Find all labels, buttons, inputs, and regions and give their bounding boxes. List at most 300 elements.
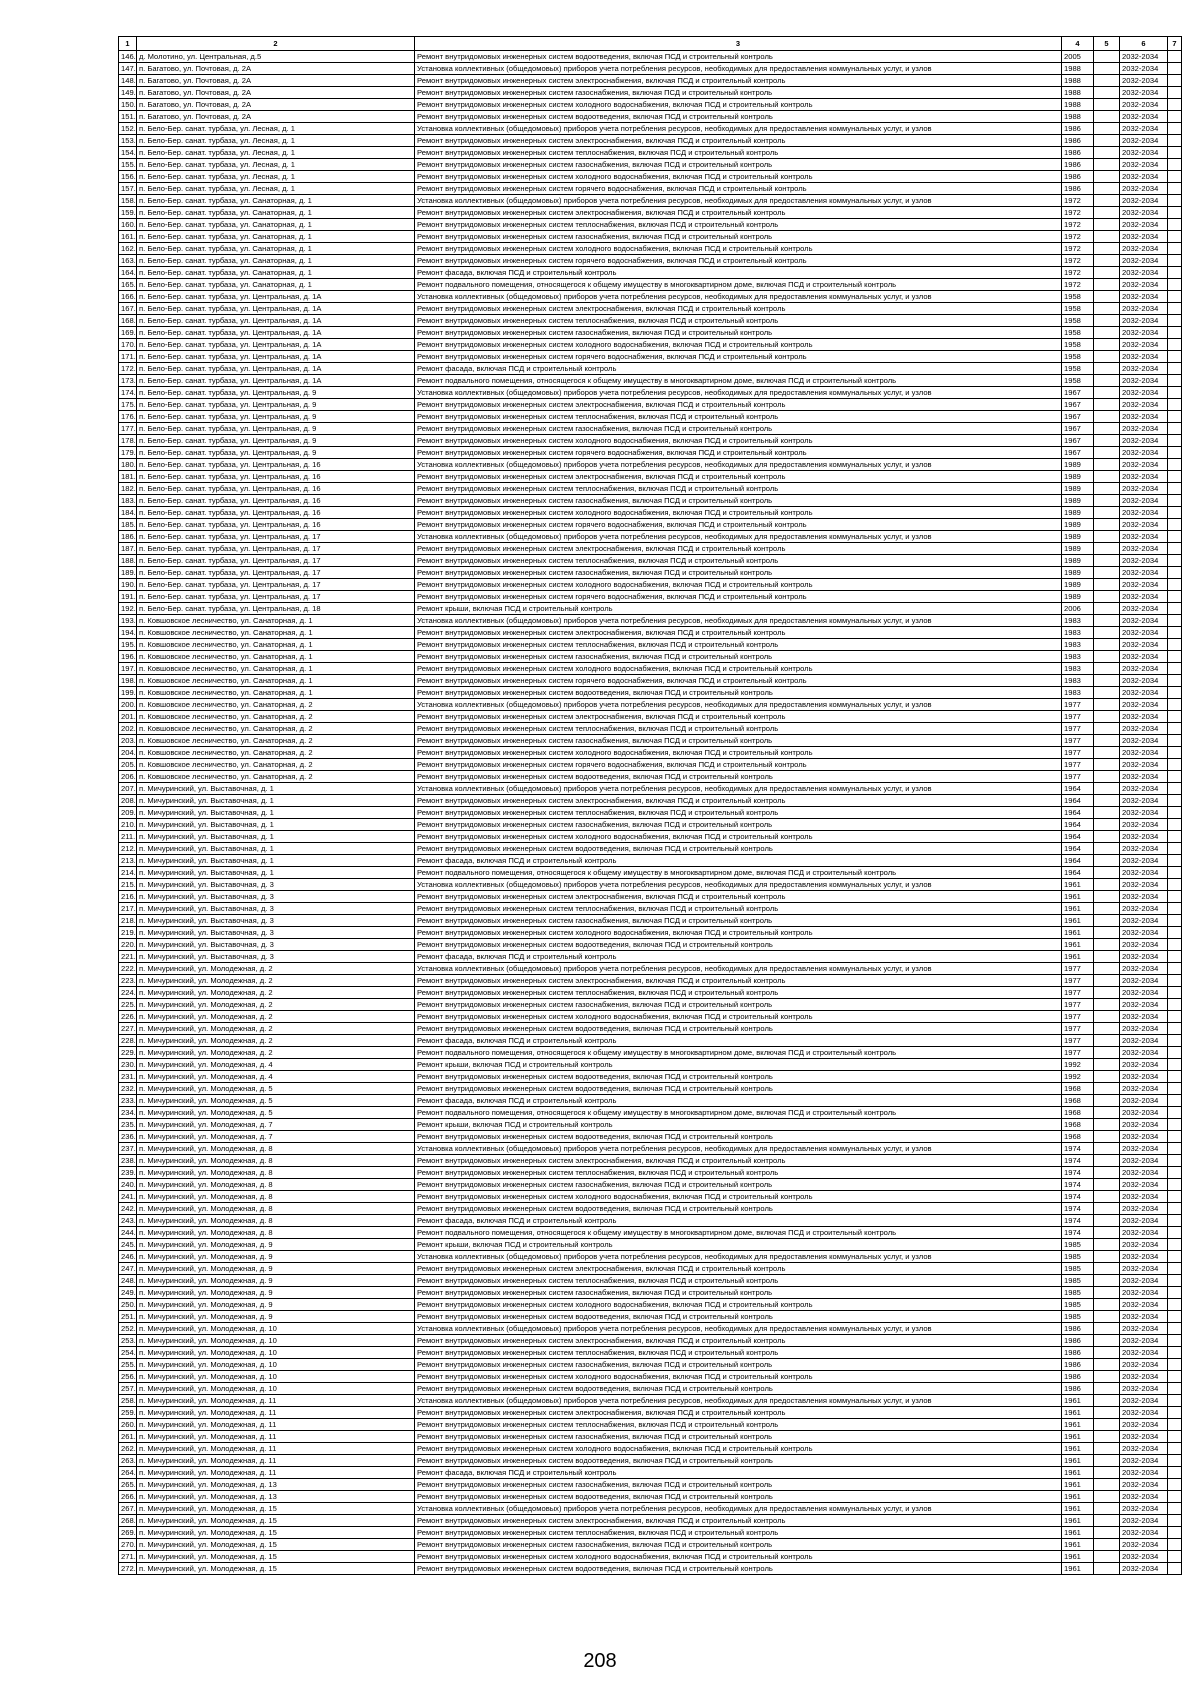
row-year: 1986 — [1062, 1335, 1094, 1347]
table-row — [119, 783, 1182, 795]
row-col5 — [1094, 1215, 1120, 1227]
row-number: 246. — [119, 1251, 137, 1263]
row-year: 1977 — [1062, 747, 1094, 759]
table-row — [119, 1299, 1182, 1311]
row-address: п. Бело-Бер. санат. турбаза, ул. Центральная, д. 16 — [137, 459, 415, 471]
row-number: 191. — [119, 591, 137, 603]
row-year: 1958 — [1062, 363, 1094, 375]
row-col7 — [1168, 591, 1182, 603]
row-period: 2032-2034 — [1120, 327, 1168, 339]
row-period: 2032-2034 — [1120, 567, 1168, 579]
row-col7 — [1168, 831, 1182, 843]
row-address: п. Мичуринский, ул. Молодежная, д. 13 — [137, 1491, 415, 1503]
row-col5 — [1094, 267, 1120, 279]
row-address: п. Бело-Бер. санат. турбаза, ул. Центральная, д. 1А — [137, 339, 415, 351]
row-col5 — [1094, 1407, 1120, 1419]
row-period: 2032-2034 — [1120, 339, 1168, 351]
row-work: Ремонт внутридомовых инженерных систем электроснабжения, включая ПСД и строительный контроль — [415, 891, 1062, 903]
row-col7 — [1168, 783, 1182, 795]
row-address: п. Мичуринский, ул. Молодежная, д. 15 — [137, 1551, 415, 1563]
row-work: Ремонт внутридомовых инженерных систем водоотведения, включая ПСД и строительный контроль — [415, 1023, 1062, 1035]
row-address: п. Мичуринский, ул. Молодежная, д. 8 — [137, 1227, 415, 1239]
row-year: 1968 — [1062, 1107, 1094, 1119]
row-period: 2032-2034 — [1120, 123, 1168, 135]
row-number: 239. — [119, 1167, 137, 1179]
row-col5 — [1094, 363, 1120, 375]
row-col5 — [1094, 375, 1120, 387]
table-row — [119, 135, 1182, 147]
row-col5 — [1094, 1563, 1120, 1575]
row-number: 154. — [119, 147, 137, 159]
row-address: п. Бело-Бер. санат. турбаза, ул. Центральная, д. 1А — [137, 375, 415, 387]
row-work: Ремонт внутридомовых инженерных систем газоснабжения, включая ПСД и строительный контроль — [415, 1287, 1062, 1299]
row-number: 249. — [119, 1287, 137, 1299]
row-period: 2032-2034 — [1120, 1203, 1168, 1215]
row-work: Ремонт внутридомовых инженерных систем теплоснабжения, включая ПСД и строительный контроль — [415, 987, 1062, 999]
table-row — [119, 1203, 1182, 1215]
row-period: 2032-2034 — [1120, 219, 1168, 231]
row-period: 2032-2034 — [1120, 1191, 1168, 1203]
row-col7 — [1168, 135, 1182, 147]
row-col7 — [1168, 1419, 1182, 1431]
row-work: Ремонт внутридомовых инженерных систем холодного водоснабжения, включая ПСД и строительный контроль — [415, 1371, 1062, 1383]
row-col7 — [1168, 699, 1182, 711]
row-year: 1974 — [1062, 1215, 1094, 1227]
row-col5 — [1094, 171, 1120, 183]
table-row — [119, 579, 1182, 591]
row-period: 2032-2034 — [1120, 1503, 1168, 1515]
row-period: 2032-2034 — [1120, 351, 1168, 363]
row-number: 196. — [119, 651, 137, 663]
row-period: 2032-2034 — [1120, 1035, 1168, 1047]
table-row — [119, 1287, 1182, 1299]
row-work: Ремонт крыши, включая ПСД и строительный контроль — [415, 603, 1062, 615]
row-number: 264. — [119, 1467, 137, 1479]
row-col5 — [1094, 135, 1120, 147]
table-row — [119, 1095, 1182, 1107]
table-row — [119, 423, 1182, 435]
row-col7 — [1168, 1011, 1182, 1023]
row-number: 177. — [119, 423, 137, 435]
row-work: Ремонт внутридомовых инженерных систем холодного водоснабжения, включая ПСД и строительный контроль — [415, 1299, 1062, 1311]
row-col5 — [1094, 387, 1120, 399]
row-period: 2032-2034 — [1120, 627, 1168, 639]
row-col7 — [1168, 675, 1182, 687]
table-row — [119, 1467, 1182, 1479]
row-period: 2032-2034 — [1120, 1119, 1168, 1131]
row-address: п. Мичуринский, ул. Молодежная, д. 10 — [137, 1383, 415, 1395]
row-col7 — [1168, 1131, 1182, 1143]
row-address: п. Бело-Бер. санат. турбаза, ул. Центральная, д. 17 — [137, 555, 415, 567]
row-address: п. Бело-Бер. санат. турбаза, ул. Центральная, д. 17 — [137, 591, 415, 603]
row-work: Ремонт фасада, включая ПСД и строительный контроль — [415, 855, 1062, 867]
table-row — [119, 555, 1182, 567]
row-period: 2032-2034 — [1120, 723, 1168, 735]
table-row — [119, 63, 1182, 75]
table-row — [119, 1551, 1182, 1563]
row-col7 — [1168, 123, 1182, 135]
row-number: 220. — [119, 939, 137, 951]
row-year: 1964 — [1062, 807, 1094, 819]
row-col5 — [1094, 843, 1120, 855]
row-period: 2032-2034 — [1120, 411, 1168, 423]
row-number: 207. — [119, 783, 137, 795]
row-year: 1961 — [1062, 1407, 1094, 1419]
row-col7 — [1168, 1539, 1182, 1551]
row-year: 1961 — [1062, 1551, 1094, 1563]
row-period: 2032-2034 — [1120, 243, 1168, 255]
row-year: 1986 — [1062, 147, 1094, 159]
row-year: 1977 — [1062, 711, 1094, 723]
row-period: 2032-2034 — [1120, 1011, 1168, 1023]
row-work: Ремонт подвального помещения, относящегося к общему имуществу в многоквартирном доме, включая ПСД и строительный контроль — [415, 1227, 1062, 1239]
row-period: 2032-2034 — [1120, 87, 1168, 99]
row-work: Ремонт фасада, включая ПСД и строительный контроль — [415, 1095, 1062, 1107]
table-row — [119, 807, 1182, 819]
row-period: 2032-2034 — [1120, 267, 1168, 279]
row-work: Ремонт внутридомовых инженерных систем газоснабжения, включая ПСД и строительный контроль — [415, 1179, 1062, 1191]
row-col7 — [1168, 639, 1182, 651]
row-number: 185. — [119, 519, 137, 531]
row-year: 1972 — [1062, 279, 1094, 291]
row-period: 2032-2034 — [1120, 1143, 1168, 1155]
row-col5 — [1094, 591, 1120, 603]
row-address: п. Багатово, ул. Почтовая, д. 2А — [137, 87, 415, 99]
row-col5 — [1094, 951, 1120, 963]
row-year: 1964 — [1062, 867, 1094, 879]
row-work: Установка коллективных (общедомовых) приборов учета потребления ресурсов, необходимых для предоставления коммунальных услуг, и узлов — [415, 195, 1062, 207]
row-col7 — [1168, 1323, 1182, 1335]
table-row — [119, 1335, 1182, 1347]
row-col5 — [1094, 1419, 1120, 1431]
row-work: Ремонт внутридомовых инженерных систем электроснабжения, включая ПСД и строительный контроль — [415, 1155, 1062, 1167]
table-row — [119, 651, 1182, 663]
row-number: 215. — [119, 879, 137, 891]
table-row — [119, 327, 1182, 339]
row-number: 187. — [119, 543, 137, 555]
row-year: 1961 — [1062, 1467, 1094, 1479]
row-work: Установка коллективных (общедомовых) приборов учета потребления ресурсов, необходимых для предоставления коммунальных услуг, и узлов — [415, 531, 1062, 543]
row-address: п. Бело-Бер. санат. турбаза, ул. Центральная, д. 9 — [137, 423, 415, 435]
row-period: 2032-2034 — [1120, 999, 1168, 1011]
row-address: п. Бело-Бер. санат. турбаза, ул. Лесная, д. 1 — [137, 135, 415, 147]
row-address: п. Ковшовское лесничество, ул. Санаторная, д. 2 — [137, 759, 415, 771]
row-number: 226. — [119, 1011, 137, 1023]
row-address: п. Мичуринский, ул. Молодежная, д. 15 — [137, 1539, 415, 1551]
row-period: 2032-2034 — [1120, 1287, 1168, 1299]
table-row — [119, 831, 1182, 843]
row-number: 263. — [119, 1455, 137, 1467]
row-year: 1977 — [1062, 1011, 1094, 1023]
row-col7 — [1168, 1287, 1182, 1299]
row-work: Ремонт внутридомовых инженерных систем газоснабжения, включая ПСД и строительный контроль — [415, 159, 1062, 171]
row-work: Установка коллективных (общедомовых) приборов учета потребления ресурсов, необходимых для предоставления коммунальных услуг, и узлов — [415, 1143, 1062, 1155]
row-number: 260. — [119, 1419, 137, 1431]
row-work: Ремонт внутридомовых инженерных систем горячего водоснабжения, включая ПСД и строительный контроль — [415, 591, 1062, 603]
row-col7 — [1168, 963, 1182, 975]
row-number: 203. — [119, 735, 137, 747]
row-work: Установка коллективных (общедомовых) приборов учета потребления ресурсов, необходимых для предоставления коммунальных услуг, и узлов — [415, 1251, 1062, 1263]
row-number: 269. — [119, 1527, 137, 1539]
row-address: п. Мичуринский, ул. Молодежная, д. 2 — [137, 1047, 415, 1059]
row-period: 2032-2034 — [1120, 459, 1168, 471]
col-header-7: 7 — [1168, 37, 1182, 51]
row-number: 266. — [119, 1491, 137, 1503]
row-work: Ремонт внутридомовых инженерных систем водоотведения, включая ПСД и строительный контроль — [415, 111, 1062, 123]
row-period: 2032-2034 — [1120, 939, 1168, 951]
table-row — [119, 1323, 1182, 1335]
row-work: Ремонт внутридомовых инженерных систем теплоснабжения, включая ПСД и строительный контроль — [415, 639, 1062, 651]
table-row — [119, 123, 1182, 135]
row-period: 2032-2034 — [1120, 759, 1168, 771]
row-work: Ремонт внутридомовых инженерных систем водоотведения, включая ПСД и строительный контроль — [415, 939, 1062, 951]
row-period: 2032-2034 — [1120, 507, 1168, 519]
row-col7 — [1168, 1227, 1182, 1239]
row-period: 2032-2034 — [1120, 1407, 1168, 1419]
row-work: Ремонт внутридомовых инженерных систем холодного водоснабжения, включая ПСД и строительный контроль — [415, 1011, 1062, 1023]
row-period: 2032-2034 — [1120, 435, 1168, 447]
row-work: Ремонт внутридомовых инженерных систем холодного водоснабжения, включая ПСД и строительный контроль — [415, 927, 1062, 939]
table-row — [119, 699, 1182, 711]
row-number: 242. — [119, 1203, 137, 1215]
row-address: д. Молотино, ул. Центральная, д.5 — [137, 51, 415, 63]
table-row — [119, 1107, 1182, 1119]
row-period: 2032-2034 — [1120, 423, 1168, 435]
row-col5 — [1094, 423, 1120, 435]
row-address: п. Мичуринский, ул. Молодежная, д. 11 — [137, 1467, 415, 1479]
row-col5 — [1094, 687, 1120, 699]
row-period: 2032-2034 — [1120, 663, 1168, 675]
row-work: Ремонт внутридомовых инженерных систем теплоснабжения, включая ПСД и строительный контроль — [415, 723, 1062, 735]
table-row — [119, 1443, 1182, 1455]
row-col7 — [1168, 1119, 1182, 1131]
row-address: п. Мичуринский, ул. Молодежная, д. 10 — [137, 1323, 415, 1335]
row-col5 — [1094, 879, 1120, 891]
row-address: п. Бело-Бер. санат. турбаза, ул. Центральная, д. 1А — [137, 327, 415, 339]
row-col5 — [1094, 1203, 1120, 1215]
row-col5 — [1094, 1275, 1120, 1287]
row-col7 — [1168, 855, 1182, 867]
row-address: п. Бело-Бер. санат. турбаза, ул. Санаторная, д. 1 — [137, 267, 415, 279]
table-row — [119, 1371, 1182, 1383]
table-row — [119, 339, 1182, 351]
row-col7 — [1168, 1035, 1182, 1047]
table-row — [119, 111, 1182, 123]
row-period: 2032-2034 — [1120, 927, 1168, 939]
row-number: 184. — [119, 507, 137, 519]
row-period: 2032-2034 — [1120, 255, 1168, 267]
row-period: 2032-2034 — [1120, 1155, 1168, 1167]
row-col7 — [1168, 1083, 1182, 1095]
row-work: Ремонт внутридомовых инженерных систем теплоснабжения, включая ПСД и строительный контроль — [415, 1419, 1062, 1431]
register-table — [118, 36, 1182, 1575]
row-number: 259. — [119, 1407, 137, 1419]
row-number: 209. — [119, 807, 137, 819]
row-address: п. Мичуринский, ул. Молодежная, д. 11 — [137, 1407, 415, 1419]
row-work: Установка коллективных (общедомовых) приборов учета потребления ресурсов, необходимых для предоставления коммунальных услуг, и узлов — [415, 879, 1062, 891]
row-col7 — [1168, 999, 1182, 1011]
row-year: 1958 — [1062, 291, 1094, 303]
row-number: 211. — [119, 831, 137, 843]
row-work: Ремонт внутридомовых инженерных систем холодного водоснабжения, включая ПСД и строительный контроль — [415, 339, 1062, 351]
row-address: п. Бело-Бер. санат. турбаза, ул. Центральная, д. 17 — [137, 543, 415, 555]
row-year: 1986 — [1062, 1371, 1094, 1383]
row-col5 — [1094, 1035, 1120, 1047]
row-year: 1967 — [1062, 387, 1094, 399]
row-number: 161. — [119, 231, 137, 243]
table-row — [119, 747, 1182, 759]
row-col5 — [1094, 1011, 1120, 1023]
row-address: п. Бело-Бер. санат. турбаза, ул. Лесная, д. 1 — [137, 159, 415, 171]
row-col7 — [1168, 315, 1182, 327]
row-number: 256. — [119, 1371, 137, 1383]
row-col7 — [1168, 1191, 1182, 1203]
row-year: 1967 — [1062, 423, 1094, 435]
row-period: 2032-2034 — [1120, 399, 1168, 411]
row-col7 — [1168, 975, 1182, 987]
row-address: п. Мичуринский, ул. Молодежная, д. 15 — [137, 1503, 415, 1515]
row-period: 2032-2034 — [1120, 447, 1168, 459]
row-period: 2032-2034 — [1120, 795, 1168, 807]
row-period: 2032-2034 — [1120, 375, 1168, 387]
row-year: 1977 — [1062, 999, 1094, 1011]
table-row — [119, 1179, 1182, 1191]
row-year: 1968 — [1062, 1083, 1094, 1095]
row-col7 — [1168, 339, 1182, 351]
row-year: 1961 — [1062, 1539, 1094, 1551]
row-number: 159. — [119, 207, 137, 219]
row-address: п. Ковшовское лесничество, ул. Санаторная, д. 1 — [137, 687, 415, 699]
table-row — [119, 207, 1182, 219]
row-work: Ремонт внутридомовых инженерных систем электроснабжения, включая ПСД и строительный контроль — [415, 1335, 1062, 1347]
row-number: 189. — [119, 567, 137, 579]
row-work: Ремонт внутридомовых инженерных систем водоотведения, включая ПСД и строительный контроль — [415, 1491, 1062, 1503]
row-period: 2032-2034 — [1120, 1539, 1168, 1551]
row-work: Ремонт внутридомовых инженерных систем газоснабжения, включая ПСД и строительный контроль — [415, 1539, 1062, 1551]
row-period: 2032-2034 — [1120, 543, 1168, 555]
row-col5 — [1094, 1335, 1120, 1347]
row-work: Ремонт внутридомовых инженерных систем горячего водоснабжения, включая ПСД и строительный контроль — [415, 183, 1062, 195]
row-number: 193. — [119, 615, 137, 627]
table-row — [119, 1515, 1182, 1527]
row-col7 — [1168, 891, 1182, 903]
row-period: 2032-2034 — [1120, 747, 1168, 759]
row-col5 — [1094, 147, 1120, 159]
row-number: 202. — [119, 723, 137, 735]
row-col7 — [1168, 1503, 1182, 1515]
row-number: 247. — [119, 1263, 137, 1275]
row-work: Ремонт внутридомовых инженерных систем водоотведения, включая ПСД и строительный контроль — [415, 1455, 1062, 1467]
row-work: Ремонт внутридомовых инженерных систем холодного водоснабжения, включая ПСД и строительный контроль — [415, 747, 1062, 759]
row-col5 — [1094, 63, 1120, 75]
row-col5 — [1094, 219, 1120, 231]
row-address: п. Мичуринский, ул. Молодежная, д. 8 — [137, 1179, 415, 1191]
row-number: 153. — [119, 135, 137, 147]
row-number: 222. — [119, 963, 137, 975]
row-col5 — [1094, 111, 1120, 123]
row-period: 2032-2034 — [1120, 687, 1168, 699]
row-col5 — [1094, 963, 1120, 975]
row-number: 158. — [119, 195, 137, 207]
row-col5 — [1094, 579, 1120, 591]
row-col5 — [1094, 999, 1120, 1011]
row-col5 — [1094, 543, 1120, 555]
row-work: Ремонт внутридомовых инженерных систем водоотведения, включая ПСД и строительный контроль — [415, 1563, 1062, 1575]
row-period: 2032-2034 — [1120, 1527, 1168, 1539]
row-col5 — [1094, 927, 1120, 939]
row-col7 — [1168, 1107, 1182, 1119]
row-col5 — [1094, 1443, 1120, 1455]
row-col5 — [1094, 123, 1120, 135]
row-col5 — [1094, 1131, 1120, 1143]
row-year: 1983 — [1062, 615, 1094, 627]
row-number: 218. — [119, 915, 137, 927]
row-address: п. Бело-Бер. санат. турбаза, ул. Центральная, д. 16 — [137, 507, 415, 519]
row-period: 2032-2034 — [1120, 531, 1168, 543]
row-number: 165. — [119, 279, 137, 291]
row-period: 2032-2034 — [1120, 231, 1168, 243]
row-address: п. Мичуринский, ул. Молодежная, д. 7 — [137, 1119, 415, 1131]
row-period: 2032-2034 — [1120, 183, 1168, 195]
row-address: п. Бело-Бер. санат. турбаза, ул. Лесная, д. 1 — [137, 123, 415, 135]
row-number: 271. — [119, 1551, 137, 1563]
row-col7 — [1168, 387, 1182, 399]
row-address: п. Мичуринский, ул. Молодежная, д. 7 — [137, 1131, 415, 1143]
row-work: Ремонт подвального помещения, относящегося к общему имуществу в многоквартирном доме, включая ПСД и строительный контроль — [415, 867, 1062, 879]
table-row — [119, 1251, 1182, 1263]
row-year: 1958 — [1062, 303, 1094, 315]
row-work: Установка коллективных (общедомовых) приборов учета потребления ресурсов, необходимых для предоставления коммунальных услуг, и узлов — [415, 459, 1062, 471]
row-period: 2032-2034 — [1120, 1263, 1168, 1275]
row-work: Ремонт внутридомовых инженерных систем теплоснабжения, включая ПСД и строительный контроль — [415, 411, 1062, 423]
row-period: 2032-2034 — [1120, 1299, 1168, 1311]
row-col5 — [1094, 795, 1120, 807]
row-year: 1961 — [1062, 927, 1094, 939]
row-year: 1967 — [1062, 447, 1094, 459]
row-number: 257. — [119, 1383, 137, 1395]
row-number: 235. — [119, 1119, 137, 1131]
row-number: 178. — [119, 435, 137, 447]
row-year: 1986 — [1062, 1323, 1094, 1335]
table-row — [119, 663, 1182, 675]
row-col5 — [1094, 819, 1120, 831]
col-header-address: 2 — [137, 37, 415, 51]
row-work: Ремонт внутридомовых инженерных систем электроснабжения, включая ПСД и строительный контроль — [415, 207, 1062, 219]
row-col7 — [1168, 819, 1182, 831]
row-work: Ремонт внутридомовых инженерных систем горячего водоснабжения, включая ПСД и строительный контроль — [415, 759, 1062, 771]
row-period: 2032-2034 — [1120, 891, 1168, 903]
table-row — [119, 1263, 1182, 1275]
row-year: 1986 — [1062, 1383, 1094, 1395]
row-work: Ремонт внутридомовых инженерных систем электроснабжения, включая ПСД и строительный контроль — [415, 543, 1062, 555]
row-address: п. Бело-Бер. санат. турбаза, ул. Центральная, д. 16 — [137, 483, 415, 495]
row-year: 1977 — [1062, 975, 1094, 987]
row-col7 — [1168, 219, 1182, 231]
row-period: 2032-2034 — [1120, 303, 1168, 315]
row-period: 2032-2034 — [1120, 903, 1168, 915]
row-work: Ремонт внутридомовых инженерных систем теплоснабжения, включая ПСД и строительный контроль — [415, 807, 1062, 819]
row-number: 223. — [119, 975, 137, 987]
row-col7 — [1168, 1407, 1182, 1419]
row-number: 254. — [119, 1347, 137, 1359]
row-col7 — [1168, 879, 1182, 891]
table-row — [119, 927, 1182, 939]
row-period: 2032-2034 — [1120, 1323, 1168, 1335]
row-period: 2032-2034 — [1120, 51, 1168, 63]
table-row — [119, 471, 1182, 483]
row-col5 — [1094, 975, 1120, 987]
row-number: 148. — [119, 75, 137, 87]
